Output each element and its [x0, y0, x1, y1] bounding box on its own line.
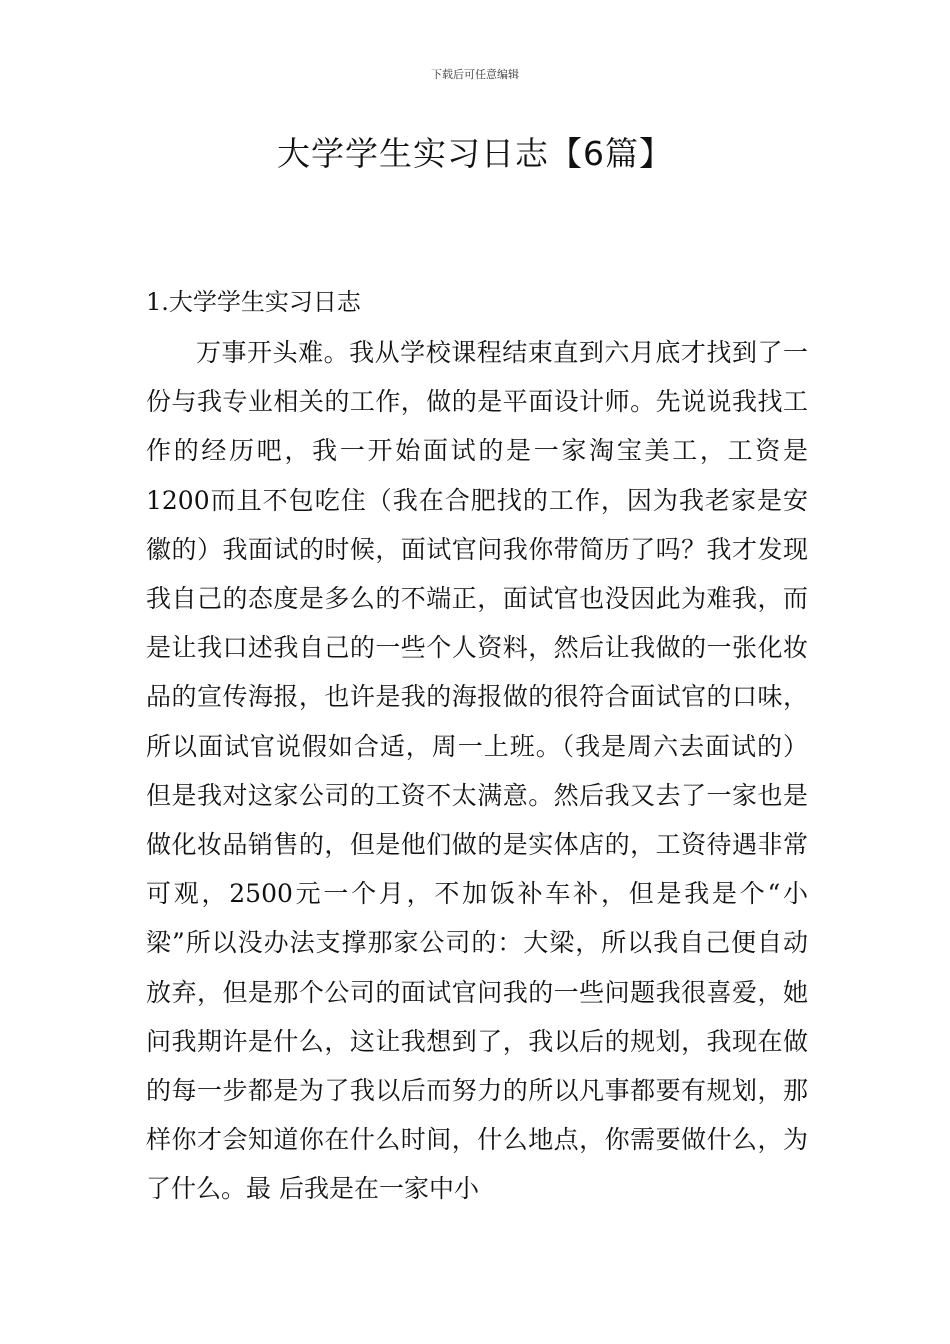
document-title: 大学学生实习日志【6篇】: [277, 134, 673, 173]
page-header-note: 下载后可任意编辑: [431, 68, 519, 81]
body-paragraph: 万事开头难。我从学校课程结束直到六月底才找到了一份与我专业相关的工作，做的是平面设计师。先说说我找工作的经历吧，我一开始面试的是一家淘宝美工，工资是1200而且不包吃住（我在合肥找的工作，因为我老家是安徽的）我面试的时候，面试官问我你带简历了吗？我才发现我自己的态度是多么的不端正，面试官也没因此为难我，而是让我口述我自己的一些个人资料，然后让我做的一张化妆品的宣传海报，也许是我的海报做的很符合面试官的口味，所以面试官说假如合适，周一上班。（我是周六去面试的）但是我对这家公司的工资不太满意。然后我又去了一家也是做化妆品销售的，但是他们做的是实体店的，工资待遇非常可观，2500元一个月，不加饭补车补，但是我是个“小梁”所以没办法支撑那家公司的：大梁，所以我自己便自动放弃，但是那个公司的面试官问我的一些问题我很喜爱，她问我期许是什么，这让我想到了，我以后的规划，我现在做的每一步都是为了我以后而努力的所以凡事都要有规划，那样你才会知道你在什么时间，什么地点，你需要做什么，为了什么。最 后我是在一家中小: [146, 338, 808, 1204]
section-heading: 1.大学学生实习日志: [146, 288, 361, 316]
